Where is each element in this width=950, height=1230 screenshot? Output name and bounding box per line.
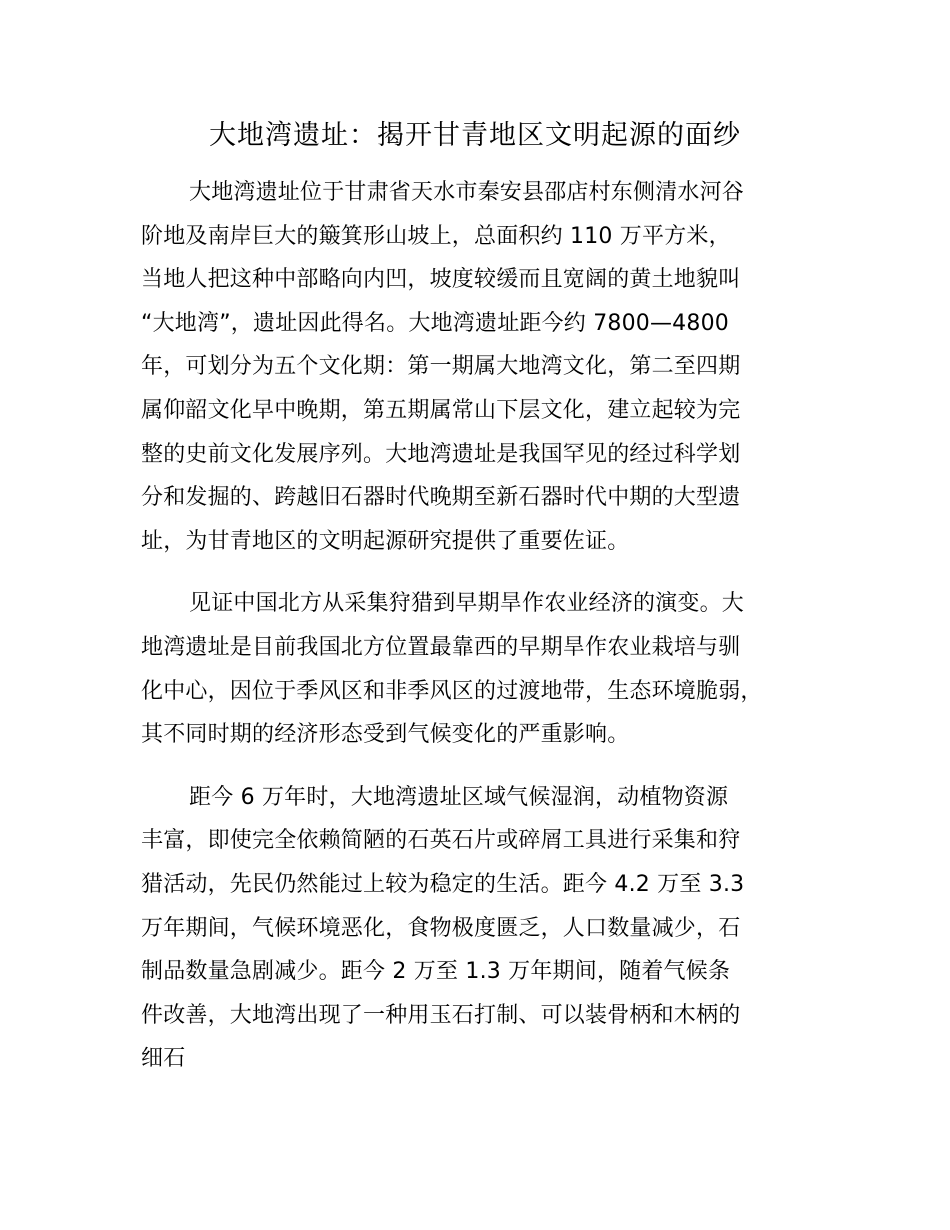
paragraph-3 xyxy=(141,776,831,1081)
paragraph-line: 细石 xyxy=(141,1046,186,1072)
paragraph-1 xyxy=(141,171,831,563)
paragraph-line: 属仰韶文化早中晚期，第五期属常山下层文化，建立起较为完 xyxy=(141,397,741,423)
paragraph-line: 分和发掘的、跨越旧石器时代晚期至新石器时代中期的大型遗 xyxy=(141,485,741,511)
paragraph-line: 址，为甘青地区的文明起源研究提供了重要佐证。 xyxy=(141,528,630,554)
paragraph-line: 其不同时期的经济形态受到气候变化的严重影响。 xyxy=(141,722,630,748)
paragraph-line: 丰富，即使完全依赖简陋的石英石片或碎屑工具进行采集和狩 xyxy=(141,828,741,854)
article-body xyxy=(141,171,831,1081)
page-title: 大地湾遗址：揭开甘青地区文明起源的面纱 xyxy=(209,120,741,151)
paragraph-line: 制品数量急剧减少。距今 2 万至 1.3 万年期间，随着气候条 xyxy=(141,959,731,985)
paragraph-line: “大地湾”，遗址因此得名。大地湾遗址距今约 7800—4800 xyxy=(141,310,729,336)
paragraph-line: 阶地及南岸巨大的簸箕形山坡上，总面积约 110 万平方米， xyxy=(141,223,731,249)
paragraph-line: 当地人把这种中部略向内凹，坡度较缓而且宽阔的黄土地貌叫 xyxy=(141,267,741,293)
paragraph-line: 大地湾遗址位于甘肃省天水市秦安县邵店村东侧清水河谷 xyxy=(189,180,745,205)
paragraph-2 xyxy=(141,582,831,756)
paragraph-line: 万年期间，气候环境恶化，食物极度匮乏，人口数量减少，石 xyxy=(141,915,741,941)
paragraph-line: 年，可划分为五个文化期：第一期属大地湾文化，第二至四期 xyxy=(141,354,741,380)
paragraph-line: 距今 6 万年时，大地湾遗址区域气候湿润，动植物资源 xyxy=(189,784,729,810)
paragraph-line: 见证中国北方从采集狩猎到早期旱作农业经济的演变。大 xyxy=(189,591,745,617)
paragraph-line: 整的史前文化发展序列。大地湾遗址是我国罕见的经过科学划 xyxy=(141,441,741,467)
paragraph-line: 件改善，大地湾出现了一种用玉石打制、可以装骨柄和木柄的 xyxy=(141,1002,741,1028)
paragraph-line: 化中心，因位于季风区和非季风区的过渡地带，生态环境脆弱， xyxy=(141,678,763,704)
paragraph-line: 地湾遗址是目前我国北方位置最靠西的早期旱作农业栽培与驯 xyxy=(141,634,741,660)
paragraph-line: 猎活动，先民仍然能过上较为稳定的生活。距今 4.2 万至 3.3 xyxy=(141,871,745,897)
